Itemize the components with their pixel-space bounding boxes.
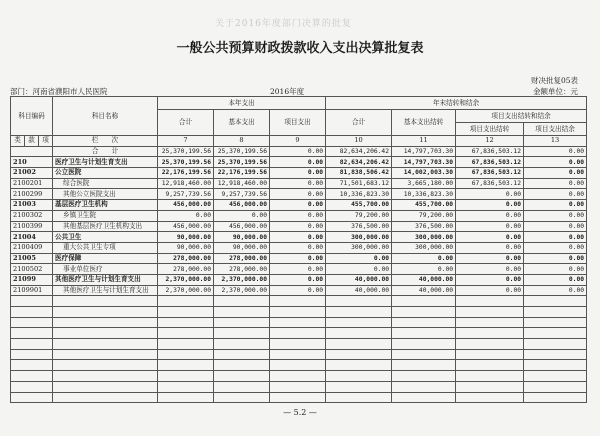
subject-name: 乡镇卫生院	[53, 210, 158, 221]
table-row	[11, 178, 587, 189]
cell-value: 0.00	[524, 178, 587, 189]
cell-value: 0.00	[456, 210, 524, 221]
cell-value: 22,176,199.56	[158, 168, 214, 179]
total-label: 合 计	[53, 146, 158, 157]
empty-row	[11, 371, 587, 382]
cell-value: 67,836,503.12	[456, 146, 524, 157]
cell-value: 0.00	[392, 264, 456, 275]
table-row	[11, 157, 587, 168]
cell-value: 0.00	[456, 232, 524, 243]
cell-value: 0.00	[392, 253, 456, 264]
subject-code: 2109901	[11, 285, 53, 296]
cell-value: 0.00	[456, 274, 524, 285]
cell-value: 14,797,703.30	[392, 157, 456, 168]
subject-code: 21005	[11, 253, 53, 264]
cell-value: 90,000.00	[214, 242, 270, 253]
cell-value: 14,797,703.30	[392, 146, 456, 157]
cell-value: 376,500.00	[392, 221, 456, 232]
cell-value: 0.00	[524, 264, 587, 275]
cell-value: 90,000.00	[158, 232, 214, 243]
cell-value: 40,000.00	[392, 285, 456, 296]
table-row	[11, 168, 587, 179]
cell-value: 0.00	[456, 285, 524, 296]
cell-value: 300,000.00	[392, 232, 456, 243]
budget-table	[10, 96, 587, 403]
col-num: 12	[456, 136, 524, 147]
cell-value: 0.00	[270, 232, 326, 243]
cell-value: 25,370,199.56	[158, 157, 214, 168]
cell-value: 40,000.00	[392, 274, 456, 285]
cell-value: 0.00	[524, 168, 587, 179]
cell-value: 25,370,199.56	[214, 157, 270, 168]
empty-row	[11, 307, 587, 318]
subject-name: 公立医院	[53, 168, 158, 179]
cell-value: 455,700.00	[392, 200, 456, 211]
cell-value: 456,000.00	[214, 200, 270, 211]
table-row	[11, 200, 587, 211]
cell-value: 456,000.00	[214, 221, 270, 232]
cell-value: 0.00	[270, 242, 326, 253]
cell-value: 0.00	[524, 189, 587, 200]
subject-code: 21002	[11, 168, 53, 179]
cell-value: 0.00	[524, 221, 587, 232]
subject-name: 基层医疗卫生机构	[53, 200, 158, 211]
cell-value: 0.00	[456, 242, 524, 253]
subject-name: 医疗卫生与计划生育支出	[53, 157, 158, 168]
cell-value: 40,000.00	[326, 285, 392, 296]
cell-value: 0.00	[214, 210, 270, 221]
cell-value: 2,370,000.00	[214, 285, 270, 296]
header-subject-name: 科目名称	[53, 97, 158, 136]
cell-value: 82,634,206.42	[326, 146, 392, 157]
page-title: 一般公共预算财政拨款收入支出决算批复表	[176, 41, 424, 56]
cell-value: 0.00	[456, 189, 524, 200]
cell-value: 0.00	[270, 200, 326, 211]
header-year-end: 年末结转和结余	[326, 97, 587, 110]
empty-row	[11, 381, 587, 392]
header-basic: 基本支出	[214, 110, 270, 136]
header-ye-total: 合计	[326, 110, 392, 136]
cell-value: 278,000.00	[214, 264, 270, 275]
cell-value: 456,000.00	[158, 221, 214, 232]
cell-value: 0.00	[270, 157, 326, 168]
subject-name: 医疗保障	[53, 253, 158, 264]
cell-value: 0.00	[158, 210, 214, 221]
header-project-balance: 项目支出结余	[524, 123, 587, 136]
subject-code: 2100201	[11, 178, 53, 189]
header-lei: 类	[11, 136, 25, 147]
table-row	[11, 232, 587, 243]
cell-value: 10,336,823.30	[392, 189, 456, 200]
form-code: 财决批复05表	[530, 76, 578, 85]
cell-value: 12,918,460.00	[158, 178, 214, 189]
cell-value: 0.00	[270, 178, 326, 189]
cell-value: 0.00	[326, 264, 392, 275]
cell-value: 22,176,199.56	[214, 168, 270, 179]
cell-value: 0.00	[270, 274, 326, 285]
subject-code: 2100299	[11, 189, 53, 200]
table-row	[11, 189, 587, 200]
subject-name: 公共卫生	[53, 232, 158, 243]
subject-code: 2100409	[11, 242, 53, 253]
subject-code: 2100502	[11, 264, 53, 275]
cell-value: 40,000.00	[326, 274, 392, 285]
cell-value: 2,370,000.00	[158, 274, 214, 285]
empty-row	[11, 328, 587, 339]
header-total: 合计	[158, 110, 214, 136]
header-lanci: 栏 次	[53, 136, 158, 147]
subject-name: 其他基层医疗卫生机构支出	[53, 221, 158, 232]
watermark-text: 关于2016年度部门决算的批复	[215, 19, 352, 29]
cell-value: 0.00	[456, 200, 524, 211]
cell-value: 0.00	[524, 253, 587, 264]
cell-value: 3,665,180.00	[392, 178, 456, 189]
department-label: 部门：河南省濮阳市人民医院	[10, 87, 108, 96]
col-num: 13	[524, 136, 587, 147]
header-current-year: 本年支出	[158, 97, 326, 110]
header-xiang: 项	[39, 136, 53, 147]
cell-value: 0.00	[524, 157, 587, 168]
col-num: 9	[270, 136, 326, 147]
total-row	[11, 146, 587, 157]
cell-value: 278,000.00	[158, 264, 214, 275]
cell-value: 278,000.00	[158, 253, 214, 264]
table-row	[11, 285, 587, 296]
table-row	[11, 221, 587, 232]
table-row	[11, 253, 587, 264]
cell-value: 0.00	[456, 253, 524, 264]
cell-value: 67,836,503.12	[456, 178, 524, 189]
cell-value: 25,370,199.56	[214, 146, 270, 157]
cell-value: 0.00	[524, 232, 587, 243]
table-row	[11, 210, 587, 221]
cell-value: 81,838,506.42	[326, 168, 392, 179]
page-number: — 5.2 —	[283, 408, 317, 417]
cell-value: 67,836,503.12	[456, 168, 524, 179]
year-label: 2016年度	[270, 87, 305, 96]
header-kuan: 款	[25, 136, 39, 147]
cell-value: 0.00	[524, 274, 587, 285]
cell-value: 25,370,199.56	[158, 146, 214, 157]
col-num: 7	[158, 136, 214, 147]
cell-value: 82,634,206.42	[326, 157, 392, 168]
cell-value: 71,501,683.12	[326, 178, 392, 189]
cell-value: 300,000.00	[326, 232, 392, 243]
header-basic-carry: 基本支出结转	[392, 110, 456, 136]
subject-name: 重大公共卫生专项	[53, 242, 158, 253]
cell-value: 0.00	[456, 264, 524, 275]
empty-row	[11, 296, 587, 307]
empty-row	[11, 317, 587, 328]
table-row	[11, 264, 587, 275]
cell-value: 376,500.00	[326, 221, 392, 232]
header-subject-code: 科目编码	[11, 97, 53, 136]
cell-value: 278,000.00	[214, 253, 270, 264]
header-project: 项目支出	[270, 110, 326, 136]
cell-value: 9,257,739.56	[214, 189, 270, 200]
cell-value: 0.00	[524, 210, 587, 221]
header-project-carry: 项目支出结转	[456, 123, 524, 136]
subject-code: 21099	[11, 274, 53, 285]
empty-row	[11, 339, 587, 350]
cell-value: 0.00	[524, 146, 587, 157]
cell-value: 14,002,003.30	[392, 168, 456, 179]
cell-value: 0.00	[270, 210, 326, 221]
cell-value: 0.00	[524, 285, 587, 296]
cell-value: 0.00	[524, 200, 587, 211]
cell-value: 0.00	[270, 146, 326, 157]
empty-row	[11, 349, 587, 360]
table-row	[11, 242, 587, 253]
subject-name: 其他医疗卫生与计划生育支出	[53, 274, 158, 285]
cell-value: 0.00	[326, 253, 392, 264]
cell-value: 90,000.00	[214, 232, 270, 243]
col-num: 11	[392, 136, 456, 147]
cell-value: 0.00	[270, 264, 326, 275]
cell-value: 12,918,460.00	[214, 178, 270, 189]
col-num: 8	[214, 136, 270, 147]
col-num: 10	[326, 136, 392, 147]
header-project-carry-group: 项目支出结转和结余	[456, 110, 587, 123]
cell-value: 9,257,739.56	[158, 189, 214, 200]
subject-code: 210	[11, 157, 53, 168]
empty-row	[11, 360, 587, 371]
subject-name: 事业单位医疗	[53, 264, 158, 275]
cell-value: 300,000.00	[392, 242, 456, 253]
cell-value: 2,370,000.00	[214, 274, 270, 285]
cell-value: 455,700.00	[326, 200, 392, 211]
subject-name: 其他公立医院支出	[53, 189, 158, 200]
cell-value: 10,336,823.30	[326, 189, 392, 200]
cell-value: 67,836,503.12	[456, 157, 524, 168]
cell-value: 90,000.00	[158, 242, 214, 253]
subject-code: 2100399	[11, 221, 53, 232]
cell-value: 300,000.00	[326, 242, 392, 253]
cell-value: 79,200.00	[392, 210, 456, 221]
subject-code: 2100302	[11, 210, 53, 221]
subject-name: 综合医院	[53, 178, 158, 189]
cell-value: 0.00	[270, 221, 326, 232]
cell-value: 0.00	[270, 189, 326, 200]
subject-code: 21003	[11, 200, 53, 211]
table-row	[11, 274, 587, 285]
cell-value: 79,200.00	[326, 210, 392, 221]
cell-value: 456,000.00	[158, 200, 214, 211]
cell-value: 0.00	[524, 242, 587, 253]
cell-value: 2,370,000.00	[158, 285, 214, 296]
empty-row	[11, 392, 587, 403]
subject-code: 21004	[11, 232, 53, 243]
cell-value: 0.00	[270, 285, 326, 296]
subject-name: 其他医疗卫生与计划生育支出	[53, 285, 158, 296]
cell-value: 0.00	[270, 168, 326, 179]
cell-value: 0.00	[456, 221, 524, 232]
cell-value: 0.00	[270, 253, 326, 264]
unit-label: 金额单位：元	[533, 87, 578, 96]
